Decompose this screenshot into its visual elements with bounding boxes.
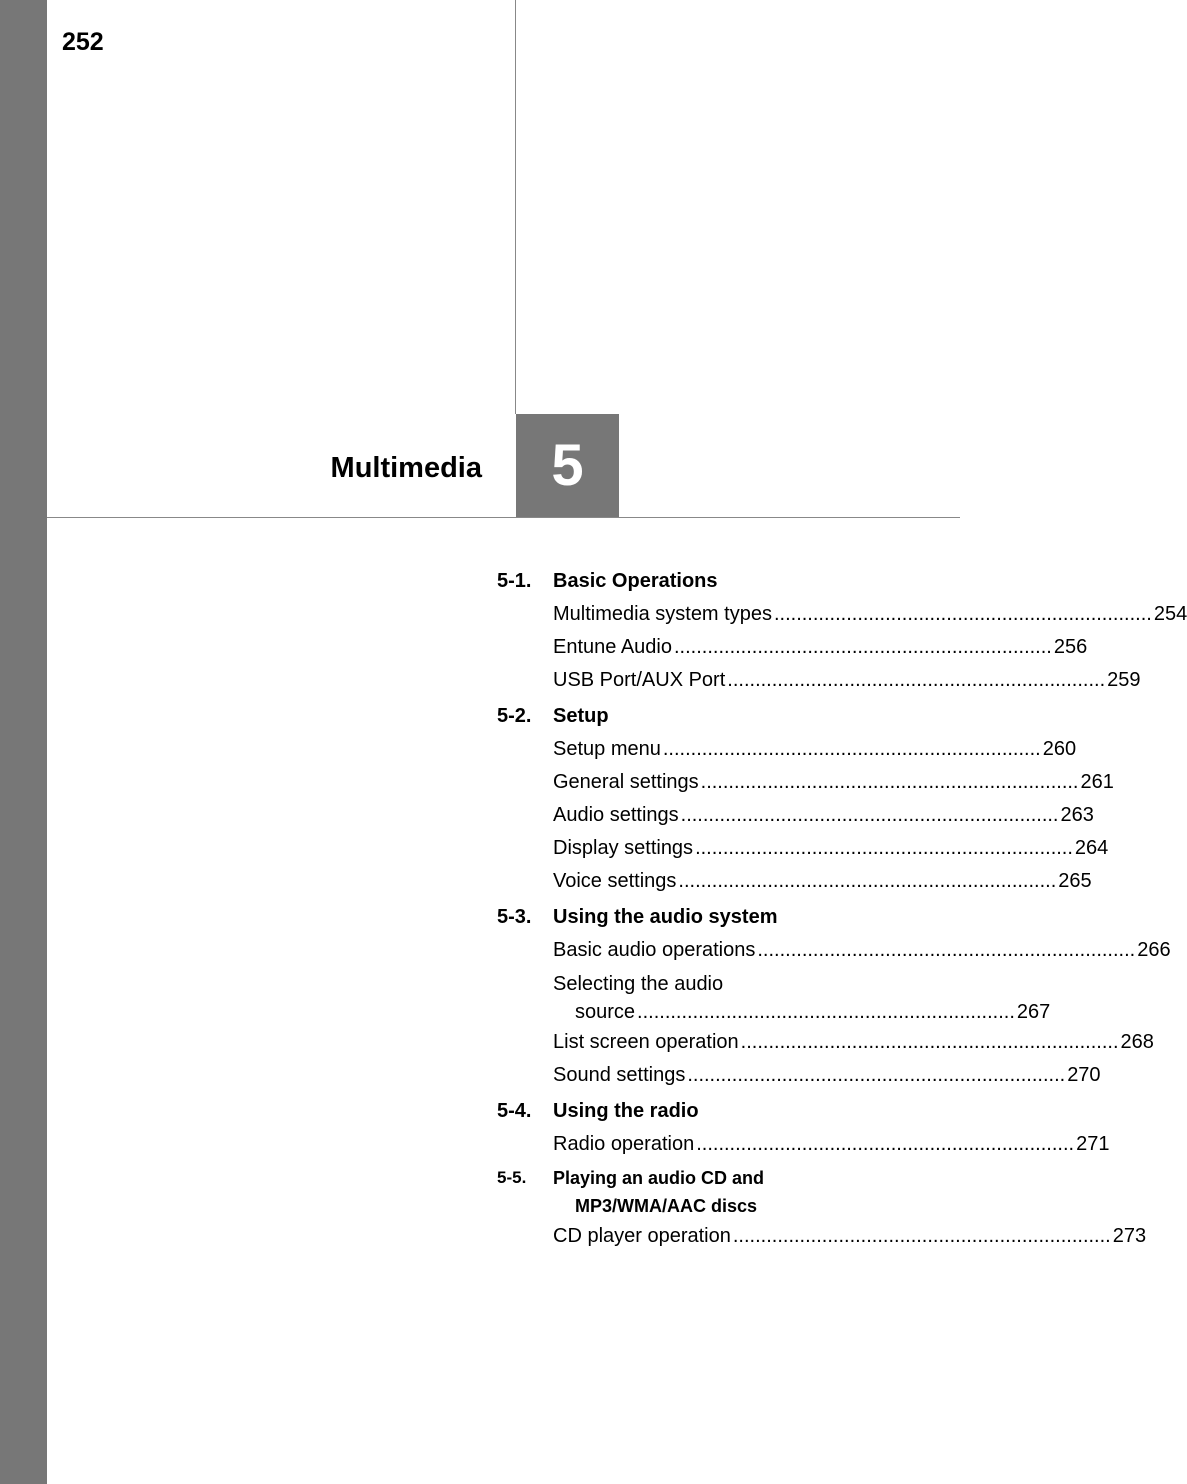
- entry-page: 266: [1137, 939, 1171, 961]
- section-title: Using the radio: [553, 1100, 699, 1122]
- leader-dots: ....................................................................: [680, 804, 1059, 826]
- section-number: 5-2.: [497, 705, 532, 727]
- leader-dots: ....................................................................: [687, 1064, 1066, 1086]
- toc-entry[interactable]: [553, 664, 1141, 697]
- leader-dots: ....................................................................: [674, 636, 1052, 658]
- entry-label-line1: Selecting the audio: [553, 973, 724, 995]
- section-number: 5-3.: [497, 906, 532, 928]
- toc-entry[interactable]: [553, 832, 1109, 865]
- entry-label: Radio operation: [553, 1133, 695, 1155]
- toc-section-5-1: [497, 565, 1187, 697]
- leader-dots: ....................................................................: [695, 837, 1073, 859]
- toc-entry[interactable]: [553, 1059, 1101, 1092]
- entry-page: 265: [1058, 870, 1092, 892]
- entry-page: 271: [1076, 1133, 1110, 1155]
- chapter-title: Multimedia: [330, 452, 482, 484]
- vertical-divider: [515, 0, 516, 414]
- toc-entry[interactable]: [553, 799, 1094, 832]
- leader-dots: ....................................................................: [637, 1001, 1015, 1023]
- leader-dots: ....................................................................: [696, 1133, 1075, 1155]
- entry-page: 264: [1074, 837, 1109, 859]
- chapter-number: 5: [551, 433, 584, 498]
- entry-label: Entune Audio: [553, 636, 672, 658]
- horizontal-divider: [47, 517, 960, 518]
- toc-section-5-5: [497, 1164, 1147, 1253]
- entry-label-line2: source: [575, 1001, 636, 1023]
- entry-page: 263: [1060, 804, 1094, 826]
- entry-label: Setup menu: [553, 738, 661, 760]
- entry-page: 267: [1016, 1001, 1051, 1023]
- toc-section-5-3: [497, 901, 1171, 1092]
- toc-entry[interactable]: [553, 766, 1114, 799]
- leader-dots: ....................................................................: [757, 939, 1136, 961]
- entry-page: 260: [1042, 738, 1077, 760]
- entry-label: Voice settings: [553, 870, 677, 892]
- toc-entry[interactable]: [553, 865, 1092, 898]
- entry-page: 268: [1120, 1031, 1154, 1053]
- leader-dots: ....................................................................: [740, 1031, 1119, 1053]
- entry-page: 270: [1067, 1064, 1101, 1086]
- leader-dots: ....................................................................: [700, 771, 1079, 793]
- section-number: 5-5.: [497, 1168, 527, 1187]
- page-number: 252: [62, 28, 104, 56]
- entry-label: List screen operation: [553, 1031, 739, 1053]
- leader-dots: ....................................................................: [662, 738, 1041, 760]
- leader-dots: ....................................................................: [732, 1225, 1111, 1247]
- leader-dots: ....................................................................: [678, 870, 1057, 892]
- leader-dots: ....................................................................: [727, 669, 1106, 691]
- toc-entry[interactable]: [553, 967, 1051, 1026]
- entry-page: 256: [1053, 636, 1088, 658]
- entry-page: 261: [1080, 771, 1114, 793]
- side-tab-bar: [0, 0, 47, 1484]
- entry-label: USB Port/AUX Port: [553, 669, 726, 691]
- toc-entry[interactable]: [553, 1220, 1147, 1253]
- toc-entry[interactable]: [553, 1128, 1110, 1161]
- section-title-line1: Playing an audio CD and: [553, 1168, 765, 1188]
- table-of-contents: [497, 565, 1187, 1256]
- toc-entry[interactable]: [553, 733, 1077, 766]
- entry-label: General settings: [553, 771, 699, 793]
- toc-entry[interactable]: [553, 934, 1171, 967]
- chapter-number-box: [516, 414, 619, 517]
- entry-page: 273: [1112, 1225, 1147, 1247]
- entry-page: 259: [1107, 669, 1141, 691]
- entry-label: Audio settings: [553, 804, 679, 826]
- section-number: 5-1.: [497, 570, 532, 592]
- section-number: 5-4.: [497, 1100, 532, 1122]
- section-title: Setup: [553, 705, 609, 727]
- entry-label: Sound settings: [553, 1064, 686, 1086]
- section-title: Using the audio system: [553, 906, 778, 928]
- entry-label: Display settings: [553, 837, 694, 859]
- leader-dots: ....................................................................: [773, 603, 1152, 625]
- toc-entry[interactable]: [553, 631, 1088, 664]
- entry-label: Multimedia system types: [553, 603, 772, 625]
- entry-page: 254: [1153, 603, 1187, 625]
- entry-label: Basic audio operations: [553, 939, 756, 961]
- toc-entry[interactable]: [553, 598, 1187, 631]
- section-title: Basic Operations: [553, 570, 718, 592]
- entry-label: CD player operation: [553, 1225, 731, 1247]
- toc-entry[interactable]: [553, 1026, 1154, 1059]
- section-title-line2: MP3/WMA/AAC discs: [575, 1196, 758, 1216]
- toc-section-5-2: [497, 700, 1114, 898]
- toc-section-5-4: [497, 1095, 1110, 1161]
